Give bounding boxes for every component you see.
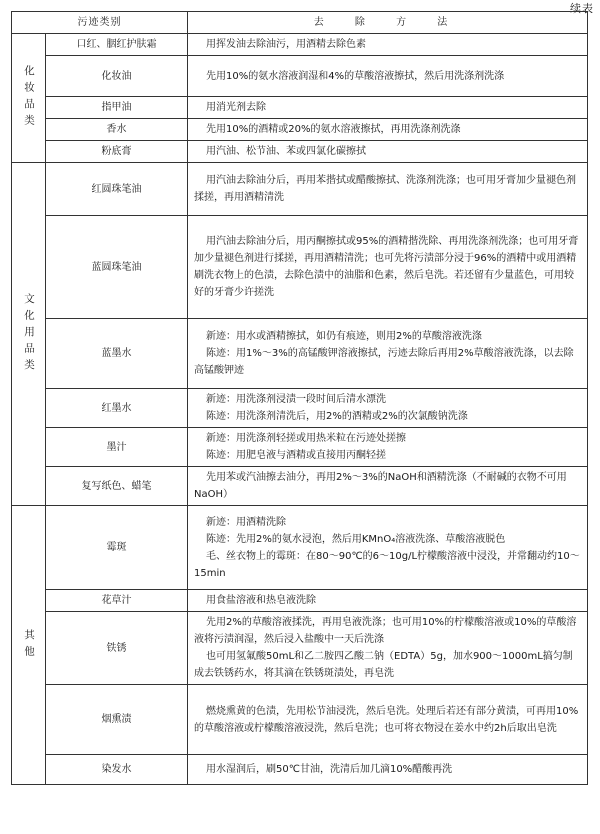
method-line: 新迹：用洗涤剂浸渍一段时间后清水漂洗 <box>206 394 386 405</box>
table-row <box>12 141 588 163</box>
method-line: 先用10%的酒精或20%的氨水溶液擦拭，再用洗涤剂洗涤 <box>206 124 461 135</box>
table-row <box>12 163 588 216</box>
method-line: 用水湿润后，刷50℃甘油，洗清后加几滴10%醋酸再洗 <box>206 764 453 775</box>
table-row <box>12 119 588 141</box>
method-line: 燃烧熏黄的色渍，先用松节油浸洗，然后皂洗。处理后若还有部分黄渍，可再用10%的草酸溶液或柠檬酸溶液浸洗，然后皂洗；也可将衣物浸在姜水中约2h后取出皂洗 <box>194 705 579 734</box>
table-row <box>12 590 588 612</box>
removal-method <box>188 755 588 785</box>
method-line: 先用苯或汽油擦去油分，再用2%～3%的NaOH和酒精洗涤（不耐碱的衣物不可用NaOH） <box>194 472 567 500</box>
continued-label: 续表 <box>570 2 594 15</box>
stain-name: 复写纸色、蜡笔 <box>46 467 188 506</box>
removal-method <box>188 119 588 141</box>
header-category: 污迹类别 <box>12 12 188 34</box>
stain-removal-table <box>11 11 588 785</box>
table-row <box>12 56 588 97</box>
removal-method <box>188 428 588 467</box>
stain-name: 指甲油 <box>46 97 188 119</box>
stain-name: 口红、胭红护肤霜 <box>46 34 188 56</box>
stain-name: 粉底膏 <box>46 141 188 163</box>
table-row <box>12 389 588 428</box>
removal-method <box>188 56 588 97</box>
removal-method <box>188 163 588 216</box>
method-line: 用汽油、松节油、苯或四氯化碳擦拭 <box>206 146 366 157</box>
stain-name: 香水 <box>46 119 188 141</box>
table-row <box>12 428 588 467</box>
method-line: 陈迹：先用2%的氨水浸泡，然后用KMnO₄溶液洗涤、草酸溶液脱色 <box>206 533 506 545</box>
method-line: 用汽油去除油分后，再用苯揩拭或醋酸擦拭、洗涤剂洗涤；也可用牙膏加少量褪色剂揉搓，再用酒精清洗 <box>194 175 576 203</box>
method-line: 用食盐溶液和热皂液洗除 <box>206 595 316 606</box>
removal-method <box>188 34 588 56</box>
removal-method <box>188 389 588 428</box>
method-line: 用汽油去除油分后，用丙酮擦拭或95%的酒精揩洗除、再用洗涤剂洗涤；也可用牙膏加少量褪色剂进行揉搓，再用酒精清洗；也可先将污渍部分浸于96%的酒精中或用酒精刷洗衣物上的色渍，去除色渍中的油脂和色素，然后皂洗。若还留有少量蓝色，可用较好的牙膏少许搓洗 <box>194 236 579 298</box>
table-row <box>12 467 588 506</box>
header-row <box>12 12 588 34</box>
removal-method <box>188 216 588 319</box>
removal-method <box>188 506 588 590</box>
removal-method <box>188 612 588 685</box>
stain-name: 墨汁 <box>46 428 188 467</box>
method-line: 新迹：用水或酒精擦拭，如仍有痕迹，则用2%的草酸溶液洗涤 <box>206 331 482 342</box>
category-cell <box>12 506 46 785</box>
method-line: 新迹：用洗涤剂轻搓或用热米粒在污迹处搓擦 <box>206 433 406 444</box>
method-line: 也可用氢氟酸50mL和乙二胺四乙酸二钠（EDTA）5g，加水900～1000mL搞匀制成去铁锈药水，将其滴在铁锈斑渍处，再皂洗 <box>194 651 573 679</box>
stain-name: 蓝圆珠笔油 <box>46 216 188 319</box>
category-label: 文化用品类 <box>23 292 35 376</box>
stain-name: 烟熏渍 <box>46 685 188 755</box>
method-line: 陈迹：用洗涤剂清洗后，用2%的酒精或2%的次氯酸钠洗涤 <box>206 411 468 422</box>
table-row <box>12 685 588 755</box>
method-line: 用挥发油去除油污，用酒精去除色素 <box>206 39 366 50</box>
table-row <box>12 755 588 785</box>
table-row <box>12 612 588 685</box>
category-cell <box>12 163 46 506</box>
stain-name: 霉斑 <box>46 506 188 590</box>
table-row <box>12 97 588 119</box>
stain-name: 红墨水 <box>46 389 188 428</box>
removal-method <box>188 141 588 163</box>
category-label: 化妆品类 <box>23 65 35 131</box>
method-line: 新迹：用酒精洗除 <box>206 516 286 528</box>
stain-name: 红圆珠笔油 <box>46 163 188 216</box>
removal-method <box>188 319 588 389</box>
table-row <box>12 216 588 319</box>
method-line: 先用10%的氨水溶液润湿和4%的草酸溶液擦拭，然后用洗涤剂洗涤 <box>206 70 505 82</box>
stain-name: 铁锈 <box>46 612 188 685</box>
removal-method <box>188 590 588 612</box>
table-row <box>12 34 588 56</box>
removal-method <box>188 685 588 755</box>
stain-name: 花草汁 <box>46 590 188 612</box>
table-row <box>12 506 588 590</box>
method-line: 先用2%的草酸溶液揉洗，再用皂液洗涤；也可用10%的柠檬酸溶液或10%的草酸溶液将污渍润湿，然后浸入盐酸中一天后洗涤 <box>194 617 577 645</box>
stain-name: 染发水 <box>46 755 188 785</box>
stain-name: 蓝墨水 <box>46 319 188 389</box>
header-method: 去 除 方 法 <box>188 12 588 34</box>
table-row <box>12 319 588 389</box>
category-label: 其他 <box>23 628 35 662</box>
category-cell <box>12 34 46 163</box>
removal-method <box>188 97 588 119</box>
stain-name: 化妆油 <box>46 56 188 97</box>
method-line: 毛、丝衣物上的霉斑：在80～90℃的6～10g/L柠檬酸溶液中浸没，并常翻动约10～15min <box>194 550 580 579</box>
method-line: 陈迹：用1%～3%的高锰酸钾溶液擦拭，污迹去除后再用2%草酸溶液洗涤，以去除高锰酸钾迹 <box>194 348 574 376</box>
method-line: 陈迹：用肥皂液与酒精或直接用丙酮轻搓 <box>206 450 386 461</box>
removal-method <box>188 467 588 506</box>
method-line: 用消光剂去除 <box>206 102 266 113</box>
